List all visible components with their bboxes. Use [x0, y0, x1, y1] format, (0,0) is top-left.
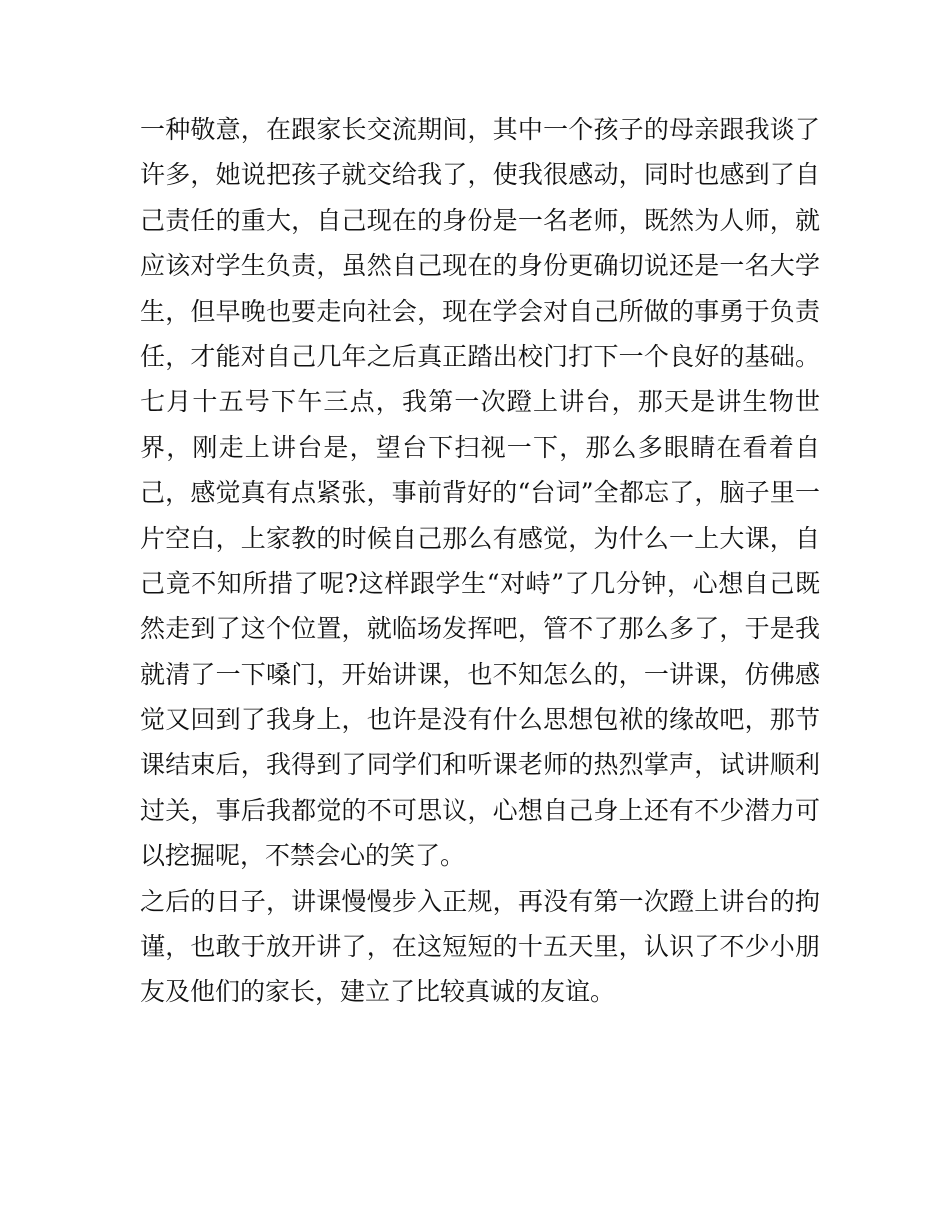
- text-line: 然走到了这个位置，就临场发挥吧，管不了那么多了，于是我: [140, 614, 820, 644]
- text-line: 己，感觉真有点紧张，事前背好的“台词”全都忘了，脑子里一: [140, 478, 820, 508]
- text-line: 许多，她说把孩子就交给我了，使我很感动，同时也感到了自: [140, 160, 820, 190]
- text-line: 之后的日子，讲课慢慢步入正规，再没有第一次蹬上讲台的拘: [140, 886, 820, 916]
- text-line: 课结束后，我得到了同学们和听课老师的热烈掌声，试讲顺利: [140, 750, 820, 780]
- text-line: 界，刚走上讲台是，望台下扫视一下，那么多眼睛在看着自: [140, 432, 820, 462]
- text-line: 七月十五号下午三点，我第一次蹬上讲台，那天是讲生物世: [140, 387, 820, 417]
- text-line: 就清了一下嗓门，开始讲课，也不知怎么的，一讲课，仿佛感: [140, 659, 820, 689]
- paragraph-3: [140, 879, 820, 1015]
- text-line: 己竟不知所措了呢?这样跟学生“对峙”了几分钟，心想自己既: [140, 568, 820, 598]
- text-line: 任，才能对自己几年之后真正踏出校门打下一个良好的基础。: [140, 341, 820, 371]
- text-line: 己责任的重大，自己现在的身份是一名老师，既然为人师，就: [140, 205, 820, 235]
- text-line: 生，但早晚也要走向社会，现在学会对自己所做的事勇于负责: [140, 296, 820, 326]
- paragraph-2: [140, 379, 820, 878]
- paragraph-1: [140, 107, 820, 379]
- text-line: 一种敬意，在跟家长交流期间，其中一个孩子的母亲跟我谈了: [140, 115, 820, 144]
- text-line: 觉又回到了我身上，也许是没有什么思想包袱的缘故吧，那节: [140, 705, 820, 735]
- text-line: 过关，事后我都觉的不可思议，心想自己身上还有不少潜力可: [140, 795, 820, 825]
- document-body: [140, 107, 820, 1015]
- text-line: 片空白，上家教的时候自己那么有感觉，为什么一上大课，自: [140, 523, 820, 553]
- text-line: 谨，也敢于放开讲了，在这短短的十五天里，认识了不少小朋: [140, 932, 820, 962]
- text-line: 友及他们的家长，建立了比较真诚的友谊。: [140, 977, 616, 1007]
- text-line: 以挖掘呢，不禁会心的笑了。: [140, 841, 466, 871]
- text-line: 应该对学生负责，虽然自己现在的身份更确切说还是一名大学: [140, 251, 820, 281]
